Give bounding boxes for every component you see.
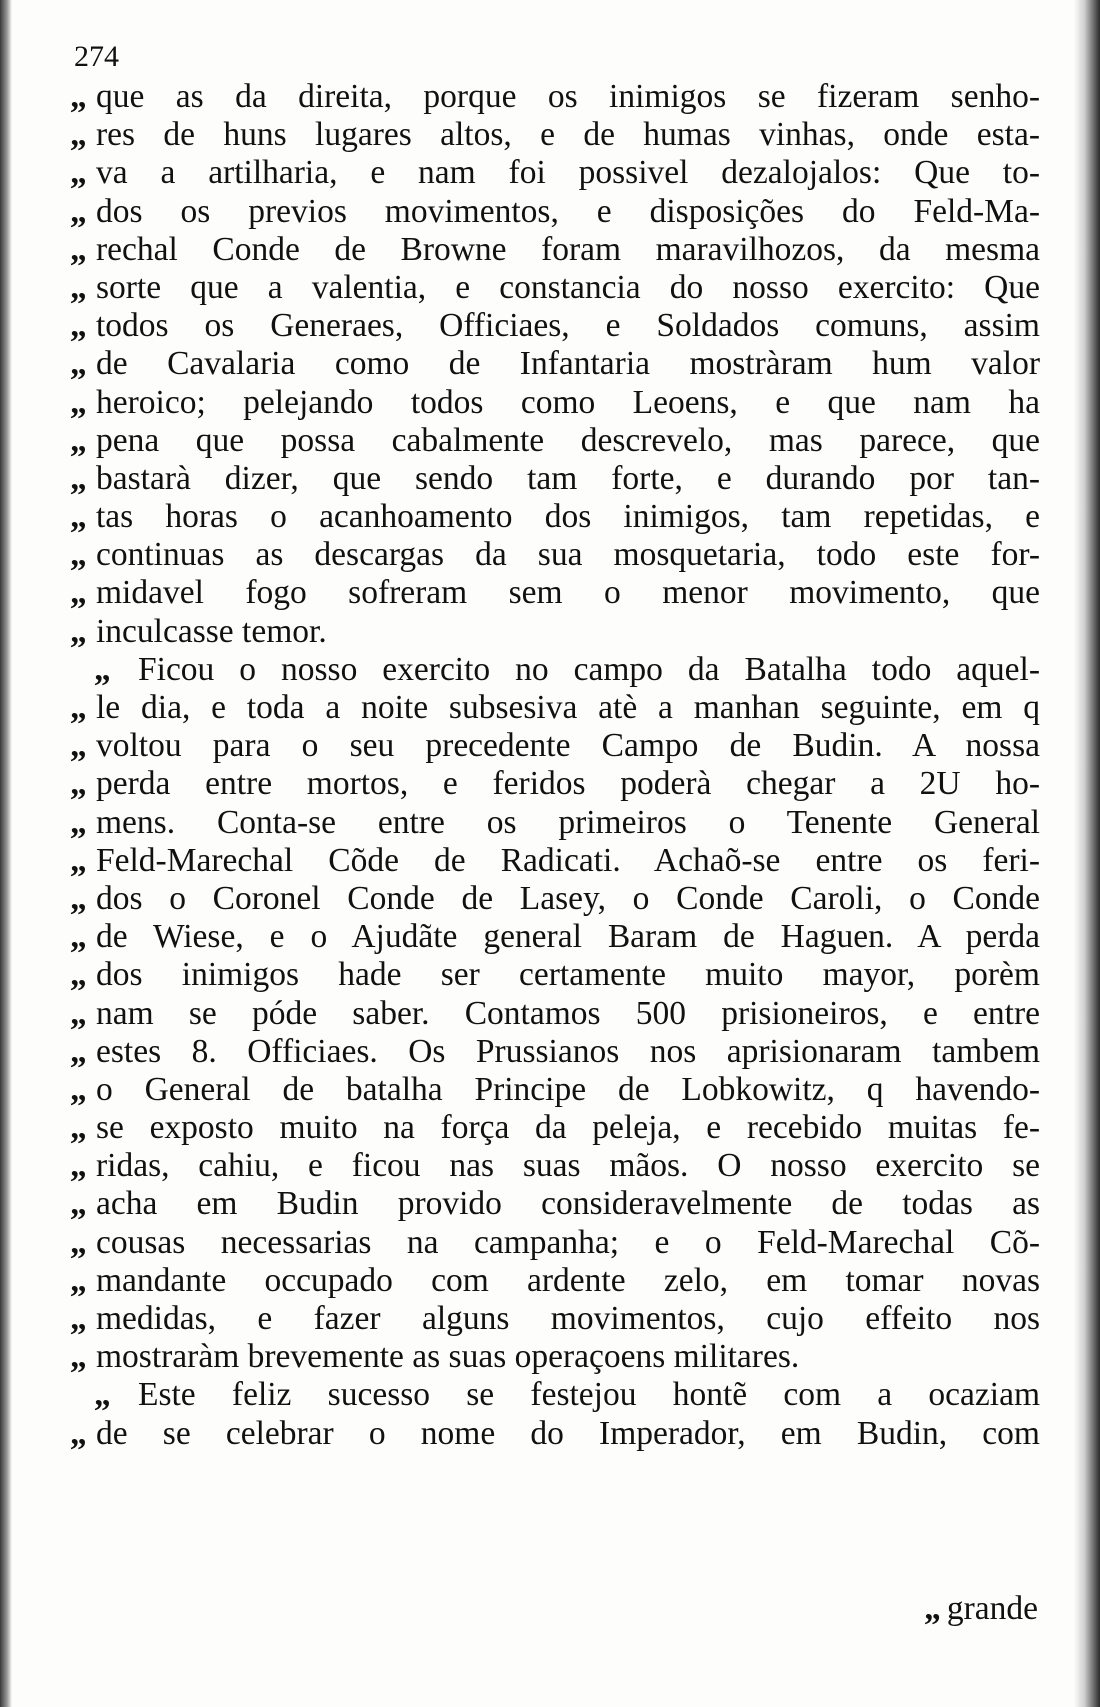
text-line (70, 1415, 1040, 1453)
line-text: dos inimigos hade ser certamente muito mayor, porèm (96, 956, 1040, 994)
text-line (70, 269, 1040, 307)
text-line (70, 345, 1040, 383)
quote-mark: „ (70, 1223, 87, 1261)
quote-mark: „ (70, 1300, 87, 1337)
quote-mark: „ (70, 803, 87, 841)
text-line (70, 116, 1040, 154)
line-text: dos os previos movimentos, e disposições do Feld-Ma- (96, 192, 1040, 230)
quote-mark: „ (70, 498, 87, 536)
text-line (70, 765, 1040, 803)
quote-mark: „ (70, 230, 87, 268)
text-line (70, 1071, 1040, 1109)
line-text: dos o Coronel Conde de Lasey, o Conde Caroli, o Conde (96, 879, 1040, 917)
catchword (924, 1590, 1038, 1628)
quote-mark: „ (70, 192, 87, 230)
quote-mark: „ (70, 383, 87, 421)
text-line (70, 384, 1040, 422)
quote-mark: „ (70, 1070, 87, 1108)
text-line (70, 1376, 1040, 1414)
text-line (70, 956, 1040, 994)
line-text: mostraràm brevemente as suas operaçoens militares. (96, 1338, 800, 1376)
line-text: le dia, e toda a noite subsesiva atè a manhan seguinte, em q (96, 689, 1040, 726)
text-line (70, 1185, 1040, 1223)
line-text: pena que possa cabalmente descrevelo, mas parece, que (96, 421, 1040, 459)
quote-mark: „ (70, 1185, 87, 1223)
catchword-text: grande (946, 1590, 1038, 1627)
line-text: se exposto muito na força da peleja, e recebido muitas fe- (96, 1109, 1040, 1147)
quote-mark: „ (70, 307, 87, 345)
quote-mark: „ (70, 78, 87, 115)
text-line (70, 1338, 1040, 1376)
quote-mark: „ (70, 689, 87, 726)
quote-mark: „ (70, 841, 87, 879)
line-text: o General de batalha Principe de Lobkowitz, q havendo- (96, 1070, 1040, 1108)
quote-mark: „ (70, 1109, 87, 1147)
quote-mark: „ (70, 268, 87, 306)
text-line (70, 804, 1040, 842)
quote-mark: „ (70, 154, 87, 192)
text-line (70, 231, 1040, 269)
text-line (70, 727, 1040, 765)
quote-mark: „ (70, 1414, 87, 1452)
line-text: voltou para o seu precedente Campo de Budin. A nossa (96, 727, 1040, 765)
text-line (70, 422, 1040, 460)
line-text: rechal Conde de Browne foram maravilhozos, da mesma (96, 230, 1040, 268)
body-text (70, 78, 1040, 1453)
text-line (70, 995, 1040, 1033)
text-line (70, 1033, 1040, 1071)
line-text: cousas necessarias na campanha; e o Feld-Marechal Cõ- (96, 1223, 1040, 1261)
line-text: Ficou o nosso exercito no campo da Batalha todo aquel- (138, 650, 1040, 688)
quote-mark: „ (94, 1376, 111, 1414)
quote-mark: „ (70, 1338, 87, 1376)
text-line (70, 498, 1040, 536)
quote-mark: „ (70, 1032, 87, 1070)
line-text: perda entre mortos, e feridos poderà chegar a 2U ho- (96, 765, 1040, 803)
text-line (70, 78, 1040, 116)
page-number: 274 (74, 40, 119, 73)
quote-mark: „ (94, 650, 111, 688)
text-line (70, 193, 1040, 231)
text-line (70, 918, 1040, 956)
line-text: que as da direita, porque os inimigos se fizeram senho- (96, 78, 1040, 115)
text-line (70, 460, 1040, 498)
quote-mark: „ (70, 727, 87, 765)
quote-mark: „ (70, 879, 87, 917)
text-line (70, 842, 1040, 880)
line-text: sorte que a valentia, e constancia do nosso exercito: Que (96, 268, 1040, 306)
line-text: midavel fogo sofreram sem o menor movimento, que (96, 574, 1040, 612)
text-line (70, 613, 1040, 651)
page-edge-shadow (1074, 0, 1100, 1707)
line-text: de Wiese, e o Ajudãte general Baram de Haguen. A perda (96, 918, 1040, 956)
quote-mark: „ (70, 459, 87, 497)
line-text: Este feliz sucesso se festejou hontẽ com a ocaziam (138, 1376, 1040, 1414)
quote-mark: „ (70, 1261, 87, 1299)
text-line (70, 689, 1040, 727)
line-text: todos os Generaes, Officiaes, e Soldados comuns, assim (96, 307, 1040, 345)
binding-shadow (0, 0, 12, 1707)
line-text: mens. Conta-se entre os primeiros o Tenente General (96, 803, 1040, 841)
line-text: nam se póde saber. Contamos 500 prisioneiros, e entre (96, 994, 1040, 1032)
line-text: estes 8. Officiaes. Os Prussianos nos aprisionaram tambem (96, 1032, 1040, 1070)
text-line (70, 1262, 1040, 1300)
text-line (70, 1147, 1040, 1185)
text-line (70, 1224, 1040, 1262)
quote-mark: „ (70, 116, 87, 154)
line-text: de Cavalaria como de Infantaria mostràram hum valor (96, 345, 1040, 383)
quote-mark: „ (924, 1590, 941, 1627)
quote-mark: „ (70, 994, 87, 1032)
line-text: medidas, e fazer alguns movimentos, cujo effeito nos (96, 1300, 1040, 1337)
text-line (70, 307, 1040, 345)
text-line (70, 651, 1040, 689)
text-line (70, 536, 1040, 574)
quote-mark: „ (70, 612, 87, 650)
quote-mark: „ (70, 956, 87, 994)
quote-mark: „ (70, 536, 87, 574)
line-text: Feld-Marechal Cõde de Radicati. Achaõ-se entre os feri- (96, 841, 1040, 879)
quote-mark: „ (70, 574, 87, 612)
text-line (70, 1300, 1040, 1338)
line-text: de se celebrar o nome do Imperador, em Budin, com (96, 1414, 1040, 1452)
quote-mark: „ (70, 765, 87, 803)
line-text: continuas as descargas da sua mosquetaria, todo este for- (96, 536, 1040, 574)
text-line (70, 1109, 1040, 1147)
quote-mark: „ (70, 918, 87, 956)
quote-mark: „ (70, 345, 87, 383)
line-text: va a artilharia, e nam foi possivel dezalojalos: Que to- (96, 154, 1040, 192)
line-text: bastarà dizer, que sendo tam forte, e durando por tan- (96, 459, 1040, 497)
line-text: mandante occupado com ardente zelo, em tomar novas (96, 1261, 1040, 1299)
line-text: ridas, cahiu, e ficou nas suas mãos. O nosso exercito se (96, 1147, 1040, 1185)
line-text: inculcasse temor. (96, 612, 327, 650)
quote-mark: „ (70, 1147, 87, 1185)
line-text: res de huns lugares altos, e de humas vinhas, onde esta- (96, 116, 1040, 154)
line-text: heroico; pelejando todos como Leoens, e que nam ha (96, 383, 1040, 421)
text-line (70, 154, 1040, 192)
text-line (70, 574, 1040, 612)
quote-mark: „ (70, 421, 87, 459)
line-text: tas horas o acanhoamento dos inimigos, tam repetidas, e (96, 498, 1040, 536)
text-line (70, 880, 1040, 918)
line-text: acha em Budin provido consideravelmente de todas as (96, 1185, 1040, 1223)
